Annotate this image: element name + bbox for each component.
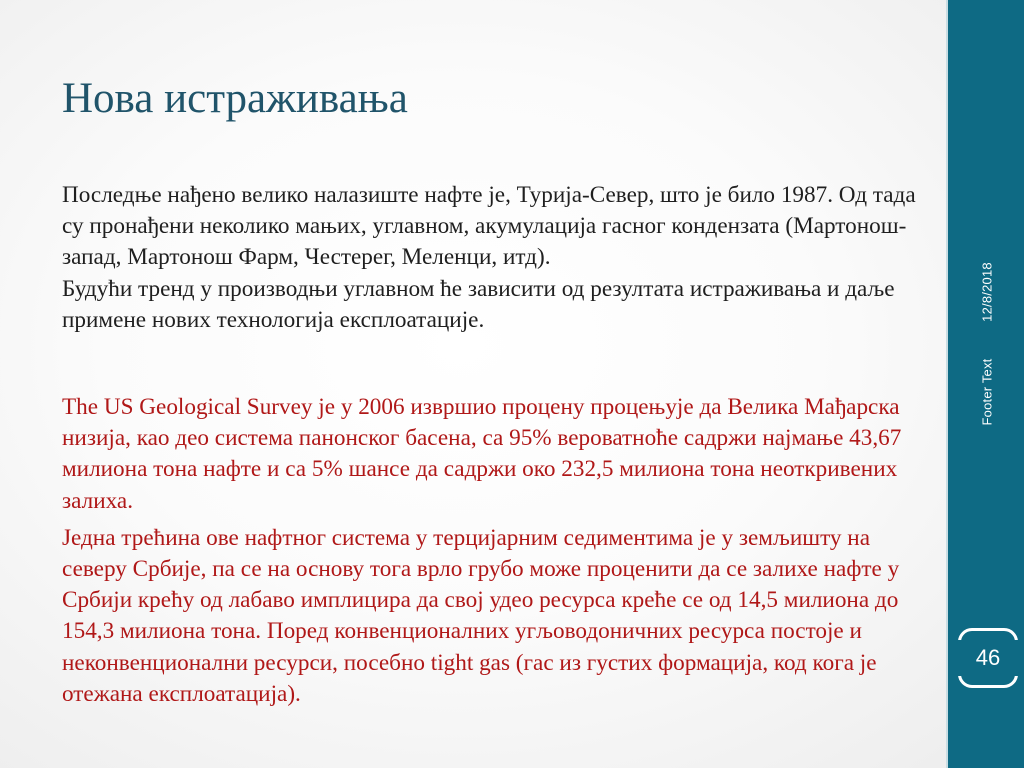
highlight-paragraph: Једна трећина ове нафтног система у терцијарним седиментима је у земљишту на северу Србије, па се на основу тога врло грубо може проценити да се залихе нафте у Србији крећу од лабаво имплицира да свој удео ресурса креће се од 14,5 милиона до 154,3 милиона тона. Поред конвенционалних угљоводоничних ресурса постоје и неконвенционални ресурси, посебно tight gas (гас из густих формација, код кога је отежана експлоатација). <box>62 524 900 707</box>
intro-paragraph: Будући тренд у производњи углавном ће зависити од резултата истраживања и даље примене нових технологија експлоатације. <box>62 275 895 333</box>
page-number: 46 <box>975 645 1001 670</box>
intro-paragraph: Последње нађено велико налазиште нафте је, Турија-Север, што је било 1987. Од тада су пронађени неколико мањих, углавном, акумулација гасног кондензата (Мартонош-запад, Мартонош Фарм, Честерег, Меленци, итд). <box>62 182 916 271</box>
highlight-paragraph: The US Geological Survey је у 2006 извршио процену процењује да Велика Мађарска низија, као део система панонског басена, са 95% вероватноће садржи најмање 43,67 милиона тона нафте и са 5% шансе да садржи око 232,5 милиона тона неоткривених залиха. <box>62 394 902 514</box>
slide-footer: Footer Text <box>979 358 995 426</box>
slide-title: Нова истраживања <box>62 75 408 122</box>
slide-date: 12/8/2018 <box>979 262 995 322</box>
page-number-badge <box>958 628 1018 688</box>
intro-text-block <box>62 180 922 336</box>
highlight-text-block <box>62 392 922 710</box>
